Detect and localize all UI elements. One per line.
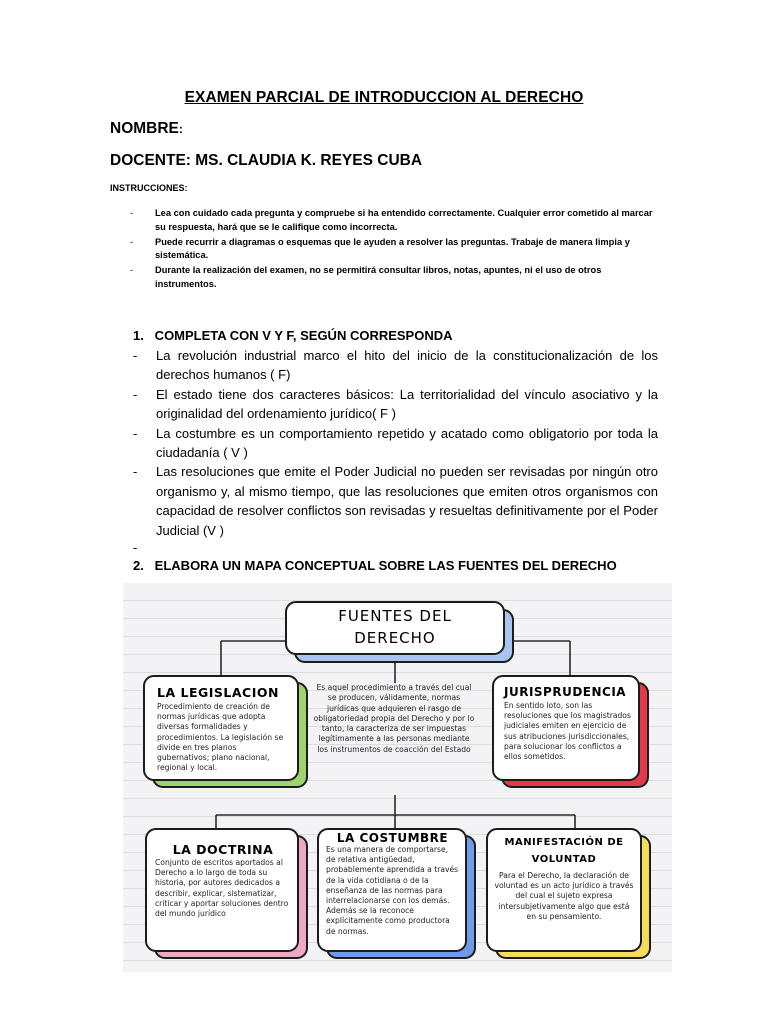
definition-text: Es aquel procedimiento a través del cual se producen, válidamente, normas jurídicas que adquieren el rasgo de obligatoriedad propia del Derecho y por lo tanto, la caracteriza de ser impuestas legítimamente a las personas mediante los instrumentos de coacción del Estado xyxy=(313,683,475,754)
doctrina-title: LA DOCTRINA xyxy=(172,842,274,857)
question-item: - Las resoluciones que emite el Poder Judicial no pueden ser revisadas por ningún otro organismo y, al mismo tiempo, que las resoluciones que emiten otros organismos con capacidad de resolver conflictos son revisadas y resueltas definitivamente por el Poder Judicial (V ) xyxy=(133,464,658,538)
voluntad-node xyxy=(486,828,642,952)
instruction-text: Lea con cuidado cada pregunta y compruebe si ha entendido correctamente. Cualquier error cometido al marcar su respuesta, hará que se le califique como incorrecta. xyxy=(155,208,653,232)
empty-list-dash: - xyxy=(133,540,138,555)
question-text: El estado tiene dos caracteres básicos: La territorialidad del vínculo asociativo y la originalidad del ordenamiento jurídico( F ) xyxy=(156,386,658,422)
instructions-list xyxy=(130,207,655,293)
nombre-label: NOMBRE xyxy=(110,120,179,137)
instruction-item: - Puede recurrir a diagramas o esquemas que le ayuden a resolver las preguntas. Trabaje de manera limpia y sistemática. xyxy=(130,236,630,260)
instruction-text: Durante la realización del examen, no se permitirá consultar libros, notas, apuntes, ni el uso de otros instrumentos. xyxy=(155,265,602,289)
doctrina-node xyxy=(145,828,299,952)
legislacion-title: LA LEGISLACION xyxy=(157,685,279,700)
question-item: - La revolución industrial marco el hito del inicio de la constitucionalización de los derechos humanos ( F) xyxy=(133,348,658,383)
doctrina-text: Conjunto de escritos aportados al Derecho a lo largo de toda su historia, por autores dedicados a describir, explicar, sistematizar, criticar y aportar soluciones dentro del mundo jurídico xyxy=(155,858,289,919)
instructions-title: INSTRUCCIONES: xyxy=(110,183,188,193)
question-text: La revolución industrial marco el hito del inicio de la constitucionalización de los derechos humanos ( F) xyxy=(156,348,658,383)
question-item: - El estado tiene dos caracteres básicos: La territorialidad del vínculo asociativo y la originalidad del ordenamiento jurídico( F ) xyxy=(133,386,658,422)
question-text: La costumbre es un comportamiento repetido y acatado como obligatorio por toda la ciudadanía ( V ) xyxy=(156,425,658,461)
student-name-line xyxy=(110,120,183,138)
costumbre-text: Es una manera de comportarse, de relativa antigüedad, probablemente aprendida a través de la vida cotidiana o de la enseñanza de las normas para interrelacionarse con los demás. Además se la reconoce explícitamente como productora de normas. xyxy=(326,845,459,936)
question-1-title: 1. COMPLETA CON V Y F, SEGÚN CORRESPONDA xyxy=(133,328,453,343)
instruction-item: - Lea con cuidado cada pregunta y compruebe si ha entendido correctamente. Cualquier error cometido al marcar su respuesta, hará que se le califique como incorrecta. xyxy=(130,208,653,232)
main-node-title: FUENTES DEL DERECHO xyxy=(338,607,452,647)
question-1-list xyxy=(133,346,658,540)
nombre-colon: : xyxy=(178,122,183,136)
question-item: - La costumbre es un comportamiento repetido y acatado como obligatorio por toda la ciudadanía ( V ) xyxy=(133,425,658,461)
teacher-line: DOCENTE: MS. CLAUDIA K. REYES CUBA xyxy=(110,152,423,169)
voluntad-text: Para el Derecho, la declaración de voluntad es un acto jurídico a través del cual el sujeto expresa intersubjetivamente algo que está en su pensamiento. xyxy=(494,871,634,921)
legislacion-node xyxy=(143,675,299,781)
exam-title: EXAMEN PARCIAL DE INTRODUCCION AL DERECHO xyxy=(184,89,584,106)
jurisprudencia-text: En sentido loto, son las resoluciones que los magistrados judiciales emiten en ejercicio de sus atribuciones jurisdiccionales, para solucionar los conflictos a ellos sometidos. xyxy=(504,701,631,762)
instruction-item: - Durante la realización del examen, no se permitirá consultar libros, notas, apuntes, ni el uso de otros instrumentos. xyxy=(130,265,602,289)
voluntad-title: MANIFESTACIÓN DE VOLUNTAD xyxy=(504,837,624,865)
jurisprudencia-node xyxy=(492,675,640,781)
legislacion-text: Procedimiento de creación de normas jurídicas que adopta diversas formalidades y procedimientos. La legislación se divide en tres planos gubernativos; plano nacional, regional y local. xyxy=(157,702,284,773)
jurisprudencia-title: JURISPRUDENCIA xyxy=(504,685,627,699)
costumbre-title: LA COSTUMBRE xyxy=(336,831,449,845)
question-text: Las resoluciones que emite el Poder Judicial no pueden ser revisadas por ningún otro organismo y, al mismo tiempo, que las resoluciones que emiten otros organismos con capacidad de resolver conflictos son revisadas y resueltas definitivamente por el Poder Judicial (V ) xyxy=(156,464,658,538)
instruction-text: Puede recurrir a diagramas o esquemas que le ayuden a resolver las preguntas. Trabaje de manera limpia y sistemática. xyxy=(155,236,630,260)
costumbre-node xyxy=(317,828,467,952)
question-2-title: 2. ELABORA UN MAPA CONCEPTUAL SOBRE LAS FUENTES DEL DERECHO xyxy=(133,558,617,573)
main-node xyxy=(285,601,505,655)
concept-map-image xyxy=(123,583,672,972)
